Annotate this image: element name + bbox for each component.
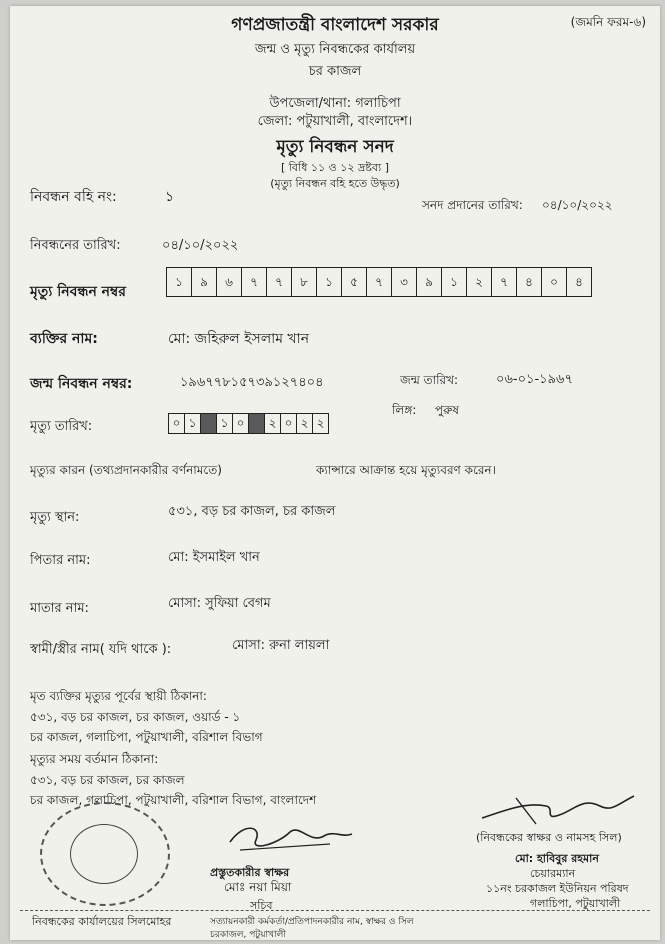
verifier-org: চরকাজল, পটুয়াখালী <box>210 930 286 940</box>
permanent-address-line2: চর কাজল, গলাচিপা, পটুয়াখালী, বরিশাল বিভাগ <box>30 730 263 744</box>
reg-digit: ৪ <box>517 268 542 296</box>
book-no-value: ১ <box>165 189 175 205</box>
seal-caption: নিবন্ধকের কার্যালয়ের সিলমোহর <box>32 915 172 928</box>
father-value: মো: ইসমাইল খান <box>168 550 260 565</box>
death-place-value: ৫৩১, বড় চর কাজল, চর কাজল <box>168 504 336 519</box>
present-address-label: মৃত্যুর সময় বর্তমান ঠিকানা: <box>30 752 159 766</box>
spouse-value: মোসা: রুনা লায়লা <box>232 638 330 653</box>
death-cause-label: মৃত্যুর কারন (তথ্যপ্রদানকারীর বর্ণনামতে) <box>30 463 222 477</box>
issue-date-label: সনদ প্রদানের তারিখ: <box>422 198 523 212</box>
reg-digit: ১ <box>317 268 342 296</box>
preparer-signature <box>220 814 360 858</box>
mother-value: মোসা: সুফিয়া বেগম <box>168 596 271 611</box>
date-separator <box>249 414 265 433</box>
reg-digit: ৫ <box>342 268 367 296</box>
reg-digit: ৯ <box>417 268 442 296</box>
permanent-address-line1: ৫৩১, বড় চর কাজল, চর কাজল, ওয়ার্ড - ১ <box>30 710 241 724</box>
date-digit: ২ <box>316 416 325 430</box>
reg-digit: ৮ <box>292 268 317 296</box>
person-name-label: ব্যক্তির নাম: <box>30 331 98 347</box>
office-place: চর কাজল <box>308 64 362 79</box>
spouse-label: স্বামী/স্ত্রীর নাম( যদি থাকে ): <box>30 642 172 657</box>
preparer-designation: সচিব <box>250 899 273 912</box>
person-name-value: মো: জহিরুল ইসলাম খান <box>168 331 310 347</box>
reg-date-label: নিবন্ধনের তারিখ: <box>30 238 121 253</box>
reg-digit: ৪ <box>575 275 583 289</box>
footer-divider <box>20 910 650 911</box>
death-reg-no-label: মৃত্যু নিবন্ধন নম্বর <box>30 284 126 300</box>
birth-reg-no-value: ১৯৬৭৭৮১৫৭৩৯১২৭৪০৪ <box>180 375 324 390</box>
registrar-signature <box>476 788 646 830</box>
date-digit: ০ <box>281 414 297 433</box>
registrar-name: মো: হাবিবুর রহমান <box>515 852 599 865</box>
date-separator <box>201 414 217 433</box>
office-seal <box>40 802 170 906</box>
present-address-line2: চর কাজল, গলাচিপা, পটুয়াখালী, বরিশাল বিভাগ, বাংলাদেশ <box>30 793 317 807</box>
reg-digit: ৭ <box>492 268 517 296</box>
registrar-union: ১১নং চরকাজল ইউনিয়ন পরিষদ <box>486 882 629 895</box>
preparer-name: মোঃ নয়া মিয়া <box>224 880 292 894</box>
preparer-caption: প্রস্তুতকারীর স্বাক্ষর <box>210 866 290 879</box>
present-address-line1: ৫৩১, বড় চর কাজল, চর কাজল <box>30 773 185 787</box>
reg-digit: ১ <box>442 268 467 296</box>
reg-digit: ৯ <box>192 268 217 296</box>
date-digit: ২ <box>297 414 313 433</box>
reg-digit: ১ <box>167 268 192 296</box>
office-name: জন্ম ও মৃত্যু নিবন্ধকের কার্যালয় <box>254 42 416 57</box>
date-digit: ০ <box>233 414 249 433</box>
date-digit: ০ <box>169 414 185 433</box>
issue-date-value: ০৪/১০/২০২২ <box>542 198 613 212</box>
govt-title: গণপ্রজাতন্ত্রী বাংলাদেশ সরকার <box>231 15 439 35</box>
date-digit: ২ <box>265 414 281 433</box>
form-number: (জমনি ফরম-৬) <box>570 15 646 29</box>
death-date-boxes <box>168 413 329 434</box>
rule-reference: [ বিধি ১১ ও ১২ দ্রষ্টব্য ] <box>280 161 390 174</box>
permanent-address-label: মৃত ব্যক্তির মৃত্যুর পূর্বের স্থায়ী ঠিকানা: <box>30 689 207 703</box>
birth-date-value: ০৬-০১-১৯৬৭ <box>496 372 573 387</box>
upazila: উপজেলা/থানা: গলাচিপা <box>269 96 401 111</box>
reg-digit: ০ <box>542 268 567 296</box>
registrar-caption: (নিবন্ধকের স্বাক্ষর ও নামসহ সিল) <box>476 831 622 844</box>
gender-value: পুরুষ <box>435 403 459 417</box>
date-digit: ১ <box>217 414 233 433</box>
extract-note: (মৃত্যু নিবন্ধন বহি হতে উদ্ধৃত) <box>270 177 400 190</box>
death-place-label: মৃত্যু স্থান: <box>30 510 80 525</box>
reg-digit: ৩ <box>392 268 417 296</box>
certificate-title: মৃত্যু নিবন্ধন সনদ <box>276 137 394 157</box>
death-cause-value: ক্যান্সারে আক্রান্ত হয়ে মৃত্যুবরণ করেন। <box>316 463 496 477</box>
certificate-sheet <box>10 6 660 940</box>
father-label: পিতার নাম: <box>30 553 91 568</box>
reg-digit: ৭ <box>367 268 392 296</box>
verifier-caption: সত্যায়নকারী কর্মকর্তা/প্রতিপাদনকারীর নাম, স্বাক্ষর ও সিল <box>210 917 414 927</box>
death-reg-no-boxes <box>166 267 592 297</box>
birth-date-label: জন্ম তারিখ: <box>400 373 459 387</box>
birth-reg-no-label: জন্ম নিবন্ধন নম্বর: <box>30 376 133 392</box>
book-no-label: নিবন্ধন বহি নং: <box>30 189 117 205</box>
registrar-designation: চেয়ারম্যান <box>530 867 576 880</box>
reg-digit: ৭ <box>242 268 267 296</box>
date-digit: ১ <box>185 414 201 433</box>
reg-digit: ৬ <box>217 268 242 296</box>
death-date-label: মৃত্যু তারিখ: <box>30 419 93 434</box>
gender-label: লিঙ্গ: <box>392 403 417 417</box>
reg-digit: ৭ <box>267 268 292 296</box>
reg-digit: ২ <box>467 268 492 296</box>
registrar-area: গলাচিপা, পটুয়াখালী <box>530 897 621 910</box>
reg-date-value: ০৪/১০/২০২২ <box>162 238 239 253</box>
mother-label: মাতার নাম: <box>30 601 89 616</box>
district: জেলা: পটুয়াখালী, বাংলাদেশ। <box>257 114 413 129</box>
